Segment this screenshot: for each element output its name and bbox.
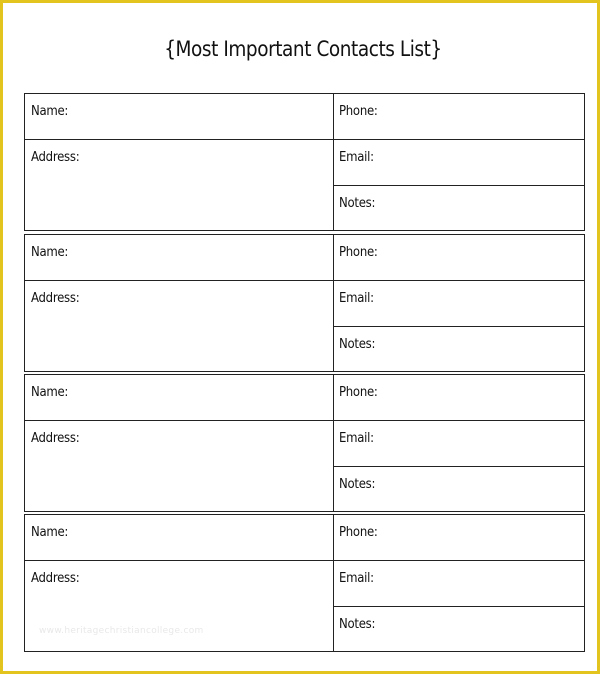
contact-card xyxy=(24,93,585,231)
column-divider xyxy=(333,375,334,511)
row-divider xyxy=(333,326,584,327)
phone-field-label: Phone: xyxy=(339,245,378,260)
address-field-label: Address: xyxy=(31,571,80,586)
notes-field-label: Notes: xyxy=(339,617,376,632)
row-divider xyxy=(333,466,584,467)
row-divider xyxy=(25,560,584,561)
notes-field-label: Notes: xyxy=(339,337,376,352)
column-divider xyxy=(333,235,334,371)
row-divider xyxy=(333,185,584,186)
email-field-label: Email: xyxy=(339,431,374,446)
phone-field-label: Phone: xyxy=(339,385,378,400)
notes-field-label: Notes: xyxy=(339,477,376,492)
name-field-label: Name: xyxy=(31,104,69,119)
row-divider xyxy=(25,280,584,281)
email-field-label: Email: xyxy=(339,571,374,586)
row-divider xyxy=(25,139,584,140)
column-divider xyxy=(333,515,334,651)
contact-card xyxy=(24,234,585,372)
row-divider xyxy=(333,606,584,607)
address-field-label: Address: xyxy=(31,431,80,446)
name-field-label: Name: xyxy=(31,525,69,540)
email-field-label: Email: xyxy=(339,150,374,165)
notes-field-label: Notes: xyxy=(339,196,376,211)
email-field-label: Email: xyxy=(339,291,374,306)
page-title: {Most Important Contacts List} xyxy=(164,37,442,61)
contact-card xyxy=(24,374,585,512)
name-field-label: Name: xyxy=(31,245,69,260)
row-divider xyxy=(25,420,584,421)
watermark: www.heritagechristiancollege.com xyxy=(39,626,204,636)
address-field-label: Address: xyxy=(31,291,80,306)
phone-field-label: Phone: xyxy=(339,525,378,540)
address-field-label: Address: xyxy=(31,150,80,165)
name-field-label: Name: xyxy=(31,385,69,400)
column-divider xyxy=(333,94,334,230)
phone-field-label: Phone: xyxy=(339,104,378,119)
